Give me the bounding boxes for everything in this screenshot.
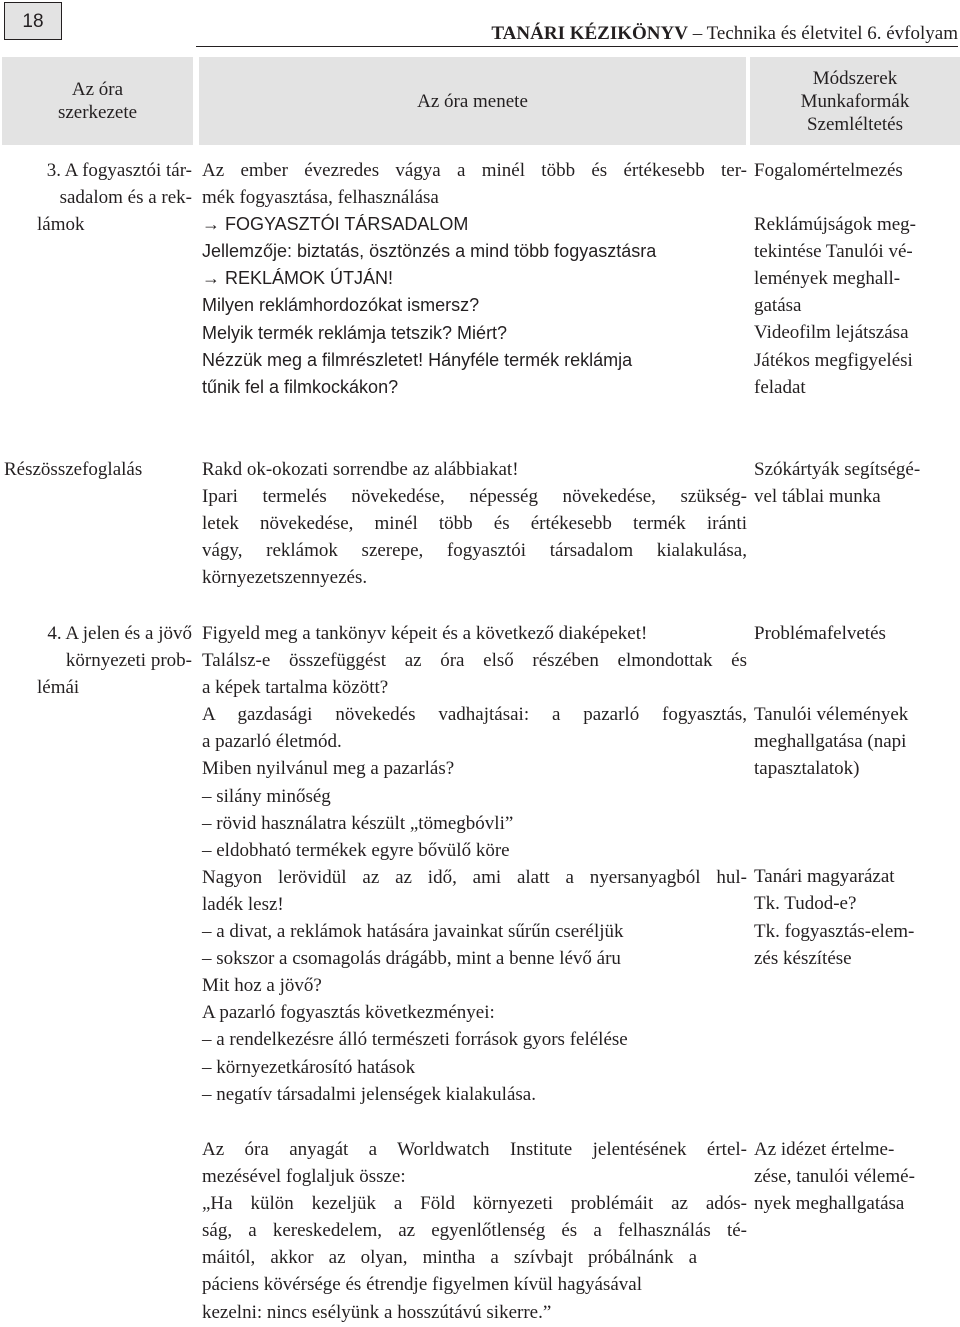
- section-1-methods: [754, 157, 960, 401]
- running-head-title: TANÁRI KÉZIKÖNYV: [491, 23, 688, 44]
- text-line: Mit hoz a jövő?: [202, 975, 322, 997]
- text-line: feladat: [754, 376, 806, 398]
- section-1-process: [202, 157, 747, 401]
- text-line: – negatív társadalmi jelenségek kialakulása.: [202, 1083, 536, 1105]
- text-line: Az idézet értelme-: [754, 1139, 895, 1160]
- text-line: ladék lesz!: [202, 893, 284, 915]
- header-text: szerkezete: [57, 102, 138, 123]
- text-line: [754, 184, 960, 211]
- text-line: kezelni: nincs esélyünk a hosszútávú sikerre.”: [202, 1301, 552, 1323]
- text-line: vel táblai munka: [754, 486, 881, 508]
- text-line: Ipari termelés növekedése, népesség növekedése, szükség-: [202, 486, 747, 508]
- text-line: a pazarló életmód.: [202, 731, 342, 753]
- text-line: Nagyon lerövidül az az idő, ami alatt a nyersanyagból hul-: [202, 866, 747, 888]
- text-line: „Ha külön kezeljük a Föld környezeti problémáit az adós-: [202, 1193, 747, 1215]
- text-line: 3. A fogyasztói tár-: [46, 160, 192, 181]
- text-line: Tanári magyarázat: [754, 866, 895, 888]
- text-line: 4. A jelen és a jövő: [47, 623, 192, 644]
- text-line: Szókártyák segítségé-: [754, 459, 921, 480]
- section-4-methods: [754, 1136, 960, 1217]
- text-line: máitól, akkor az olyan, mintha a szívbajt próbálnánk a: [202, 1247, 697, 1269]
- text-line: Jellemzője: biztatás, ösztönzés a mind több fogyasztásra: [202, 241, 657, 262]
- header-text: Módszerek: [812, 67, 898, 89]
- text-line: → FOGYASZTÓI TÁRSADALOM: [202, 214, 469, 235]
- text-line: vágy, reklámok szerepe, fogyasztói társadalom kialakulása,: [202, 540, 747, 562]
- text-line: – eldobható termékek egyre bővülő köre: [202, 839, 510, 861]
- text-line: sadalom és a rek-: [59, 187, 192, 209]
- header-col-structure: [2, 57, 193, 145]
- section-1-structure: [0, 157, 192, 238]
- text-line: lémái: [37, 677, 80, 699]
- text-line: gatása: [754, 295, 802, 317]
- text-line: zés készítése: [754, 947, 852, 969]
- text-line: lemények meghall-: [754, 268, 901, 290]
- text-line: Az óra anyagát a Worldwatch Institute jelentésének értel-: [202, 1139, 747, 1160]
- section-2-structure: [4, 456, 204, 483]
- running-head-subtitle: – Technika és életvitel 6. évfolyam: [692, 23, 958, 44]
- text-line: – rövid használatra készült „tömegbóvli”: [202, 812, 514, 834]
- text-line: [754, 809, 960, 836]
- text-line: A pazarló fogyasztás következményei:: [202, 1002, 495, 1024]
- text-line: – a divat, a reklámok hatására javainkat sűrűn cseréljük: [202, 921, 624, 943]
- text-line: Tanulói vélemények: [754, 704, 909, 726]
- text-line: Fogalomértelmezés: [754, 160, 903, 181]
- text-line: meghallgatása (napi: [754, 731, 907, 753]
- text-line: Miben nyilvánul meg a pazarlás?: [202, 758, 455, 780]
- header-col-process: [199, 57, 746, 145]
- section-2-methods: [754, 456, 960, 510]
- text-line: – a rendelkezésre álló természeti források gyors felélése: [202, 1029, 628, 1051]
- text-line: Problémafelvetés: [754, 623, 886, 644]
- text-line: zése, tanulói vélemé-: [754, 1166, 915, 1188]
- text-line: környezeti prob-: [65, 650, 192, 672]
- text-line: Milyen reklámhordozókat ismersz?: [202, 295, 480, 316]
- section-3-methods: [754, 620, 960, 972]
- text-line: ság, a kereskedelem, az egyenlőtlenség és a felhasználás té-: [202, 1220, 747, 1242]
- text-line: Tk. fogyasztás-elem-: [754, 920, 915, 942]
- text-line: → REKLÁMOK ÚTJÁN!: [202, 268, 394, 289]
- section-3-structure: [0, 620, 192, 701]
- section-2-process: [202, 456, 747, 591]
- text-line: letek növekedése, minél több és értékesebb termék iránti: [202, 513, 747, 535]
- text-line: a képek tartalma között?: [202, 677, 389, 699]
- text-line: környezetszennyezés.: [202, 567, 368, 589]
- text-line: Tk. Tudod-e?: [754, 893, 857, 915]
- text-line: Részösszefoglalás: [4, 459, 143, 480]
- header-col-methods: [750, 57, 960, 145]
- text-line: – silány minőség: [202, 785, 331, 807]
- text-line: tekintése Tanulói vé-: [754, 241, 913, 263]
- text-line: – sokszor a csomagolás drágább, mint a benne lévő áru: [202, 948, 621, 970]
- header-text: Szemléltetés: [806, 113, 903, 135]
- text-line: páciens kövérsége és étrendje figyelmen kívül hagyásával: [202, 1274, 642, 1296]
- text-line: mék fogyasztása, felhasználása: [202, 187, 439, 209]
- text-line: A gazdasági növekedés vadhajtásai: a pazarló fogyasztás,: [202, 704, 747, 726]
- text-line: mezésével foglaljuk össze:: [202, 1166, 406, 1188]
- header-text: Az óra menete: [417, 90, 528, 112]
- text-line: tapasztalatok): [754, 758, 860, 780]
- text-line: tűnik fel a filmkockákon?: [202, 376, 399, 397]
- text-line: [754, 647, 960, 674]
- text-line: Videofilm lejátszása: [754, 322, 909, 344]
- header-rule: [196, 46, 958, 47]
- text-line: Melyik termék reklámja tetszik? Miért?: [202, 322, 508, 343]
- text-line: Figyeld meg a tankönyv képeit és a következő diaképeket!: [202, 623, 648, 644]
- text-line: lámok: [37, 214, 85, 236]
- text-line: Az ember évezredes vágya a minél több és értékesebb ter-: [202, 160, 747, 181]
- text-line: [754, 782, 960, 809]
- header-text: Az óra: [71, 79, 124, 100]
- page-number: 18: [4, 2, 62, 40]
- section-3-process: [202, 620, 747, 1108]
- text-line: Rakd ok-okozati sorrendbe az alábbiakat!: [202, 459, 519, 480]
- text-line: [754, 836, 960, 863]
- text-line: – környezetkárosító hatások: [202, 1056, 416, 1078]
- section-4-process: [202, 1136, 747, 1326]
- text-line: Találsz-e összefüggést az óra első részében elmondottak és: [202, 650, 747, 672]
- text-line: Játékos megfigyelési: [754, 349, 913, 371]
- text-line: nyek meghallgatása: [754, 1193, 905, 1215]
- text-line: Reklámújságok meg-: [754, 214, 916, 236]
- running-head: [491, 23, 958, 45]
- text-line: [754, 674, 960, 701]
- text-line: Nézzük meg a filmrészletet! Hányféle termék reklámja: [202, 349, 633, 370]
- header-text: Munkaformák: [800, 90, 910, 112]
